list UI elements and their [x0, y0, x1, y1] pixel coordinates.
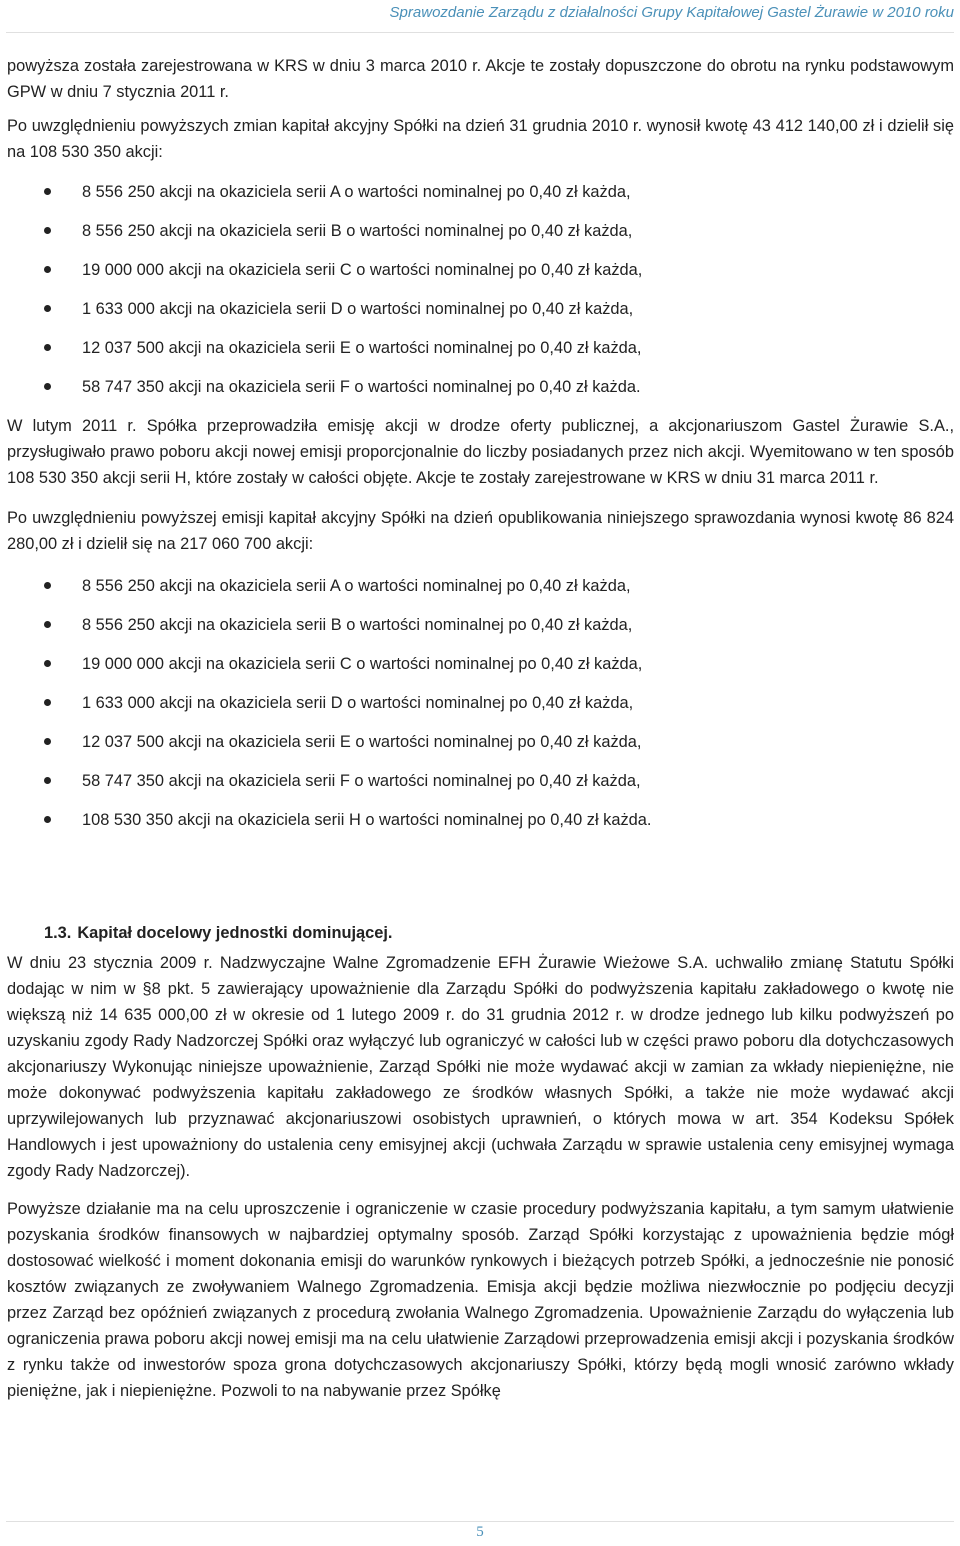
- paragraph-registration: powyższa została zarejestrowana w KRS w dniu 3 marca 2010 r. Akcje te zostały dopuszczone do obrotu na rynku podstawowym GPW w dniu 7 stycznia 2011 r.: [7, 57, 954, 101]
- paragraph-rationale: Powyższe działanie ma na celu uproszczenie i ograniczenie w czasie procedury podwyższania kapitału, a tym samym ułatwienie pozyskania środków finansowych w najbardziej optymalny sposób. Zarząd Spółki korzystając z upoważnienia będzie mógł dostosować wielkość i moment dokonania emisji do warunków rynkowych i bieżących potrzeb Spółki, a jednocześnie nie ponosić kosztów związanych ze zwoływaniem Walnego Zgromadzenia. Emisja akcji będzie możliwa niezwłocznie po podjęciu decyzji przez Zarząd bez opóźnień związanych z procedurą zwołania Walnego Zgromadzenia. Upoważnienie Zarządu do wyłączenia lub ograniczenia prawa poboru akcji nowej emisji ma na celu ułatwienie Zarządowi przeprowadzenia emisji akcji i pozyskania środków z rynku także od inwestorów spoza grona dotychczasowych akcjonariuszy Spółki, którzy będą mogli wnosić zarówno wkłady pieniężne, jak i niepieniężne. Pozwoli to na nabywanie przez Spółkę: [7, 1200, 954, 1400]
- list-item-text: 58 747 350 akcji na okaziciela serii F o wartości nominalnej po 0,40 zł każda.: [82, 378, 641, 396]
- bullet-icon: [44, 660, 51, 667]
- bullet-icon: [44, 305, 51, 312]
- list-item-text: 1 633 000 akcji na okaziciela serii D o wartości nominalnej po 0,40 zł każda,: [82, 694, 634, 712]
- list-item: [7, 807, 954, 846]
- list-item-text: 12 037 500 akcji na okaziciela serii E o wartości nominalnej po 0,40 zł każda,: [82, 339, 642, 357]
- bullet-icon: [44, 816, 51, 823]
- list-item: [7, 612, 954, 651]
- page-content: [7, 53, 954, 1404]
- list-item: [7, 729, 954, 768]
- bullet-icon: [44, 621, 51, 628]
- bullet-icon: [44, 266, 51, 273]
- list-item-text: 19 000 000 akcji na okaziciela serii C o wartości nominalnej po 0,40 zł każda,: [82, 655, 643, 673]
- section-title: Kapitał docelowy jednostki dominującej.: [77, 924, 393, 942]
- list-item-text: 8 556 250 akcji na okaziciela serii B o wartości nominalnej po 0,40 zł każda,: [82, 616, 633, 634]
- section-heading: [7, 920, 954, 946]
- share-list-2010: [7, 179, 954, 413]
- list-item: [7, 218, 954, 257]
- footer-divider: [6, 1521, 954, 1522]
- bullet-icon: [44, 344, 51, 351]
- bullet-icon: [44, 227, 51, 234]
- list-item: [7, 257, 954, 296]
- list-item: [7, 690, 954, 729]
- paragraph-capital-current: Po uwzględnieniu powyższej emisji kapitał akcyjny Spółki na dzień opublikowania niniejszego sprawozdania wynosi kwotę 86 824 280,00 zł i dzielił się na 217 060 700 akcji:: [7, 509, 954, 553]
- paragraph-capital-2010: Po uwzględnieniu powyższych zmian kapitał akcyjny Spółki na dzień 31 grudnia 2010 r. wynosił kwotę 43 412 140,00 zł i dzielił się na 108 530 350 akcji:: [7, 117, 954, 161]
- bullet-icon: [44, 383, 51, 390]
- section-number: 1.3.: [44, 924, 72, 942]
- list-item-text: 8 556 250 akcji na okaziciela serii B o wartości nominalnej po 0,40 zł każda,: [82, 222, 633, 240]
- bullet-icon: [44, 777, 51, 784]
- list-item: [7, 573, 954, 612]
- header-divider: [6, 32, 954, 33]
- list-item-text: 19 000 000 akcji na okaziciela serii C o wartości nominalnej po 0,40 zł każda,: [82, 261, 643, 279]
- list-item: [7, 296, 954, 335]
- list-item: [7, 335, 954, 374]
- list-item: [7, 179, 954, 218]
- list-item-text: 12 037 500 akcji na okaziciela serii E o wartości nominalnej po 0,40 zł każda,: [82, 733, 642, 751]
- paragraph-target-capital: W dniu 23 stycznia 2009 r. Nadzwyczajne Walne Zgromadzenie EFH Żurawie Wieżowe S.A. uchwaliło zmianę Statutu Spółki dodając w nim w §8 pkt. 5 zawierający upoważnienie dla Zarządu Spółki do podwyższenia kapitału zakładowego o kwotę nie większą niż 14 635 000,00 zł w okresie od 1 lutego 2009 r. do 31 grudnia 2012 r. w drodze jednego lub kilku podwyższeń po uzyskaniu zgody Rady Nadzorczej Spółki oraz wyłączyć lub ograniczyć w całości lub w części prawo poboru dla dotychczasowych akcjonariuszy Wykonując niniejsze upoważnienie, Zarząd Spółki nie może wydawać akcji w zamian za wkłady niepieniężne, nie może dokonywać podwyższenia kapitału zakładowego ze środków własnych Spółki, a także nie może wydawać akcji uprzywilejowanych lub przyznawać akcjonariuszowi osobistych uprawnień, o których mowa w art. 354 Kodeksu Spółek Handlowych i jest upoważniony do ustalenia ceny emisyjnej akcji (uchwała Zarządu w sprawie ustalenia ceny emisyjnej wymaga zgody Rady Nadzorczej).: [7, 954, 954, 1180]
- list-item-text: 1 633 000 akcji na okaziciela serii D o wartości nominalnej po 0,40 zł każda,: [82, 300, 634, 318]
- paragraph-february-issue: W lutym 2011 r. Spółka przeprowadziła emisję akcji w drodze oferty publicznej, a akcjonariuszom Gastel Żurawie S.A., przysługiwało prawo poboru akcji nowej emisji proporcjonalnie do liczby posiadanych przez nich akcji. Wyemitowano w ten sposób 108 530 350 akcji serii H, które zostały w całości objęte. Akcje te zostały zarejestrowane w KRS w dniu 31 marca 2011 r.: [7, 417, 954, 487]
- list-item-text: 58 747 350 akcji na okaziciela serii F o wartości nominalnej po 0,40 zł każda,: [82, 772, 641, 790]
- bullet-icon: [44, 738, 51, 745]
- list-item-text: 8 556 250 akcji na okaziciela serii A o wartości nominalnej po 0,40 zł każda,: [82, 183, 631, 201]
- bullet-icon: [44, 699, 51, 706]
- bullet-icon: [44, 188, 51, 195]
- list-item-text: 8 556 250 akcji na okaziciela serii A o wartości nominalnej po 0,40 zł każda,: [82, 577, 631, 595]
- running-header: Sprawozdanie Zarządu z działalności Grupy Kapitałowej Gastel Żurawie w 2010 roku: [389, 4, 954, 21]
- list-item-text: 108 530 350 akcji na okaziciela serii H o wartości nominalnej po 0,40 zł każda.: [82, 811, 652, 829]
- bullet-icon: [44, 582, 51, 589]
- share-list-current: [7, 573, 954, 846]
- list-item: [7, 374, 954, 413]
- list-item: [7, 651, 954, 690]
- list-item: [7, 768, 954, 807]
- page-number: 5: [476, 1524, 484, 1540]
